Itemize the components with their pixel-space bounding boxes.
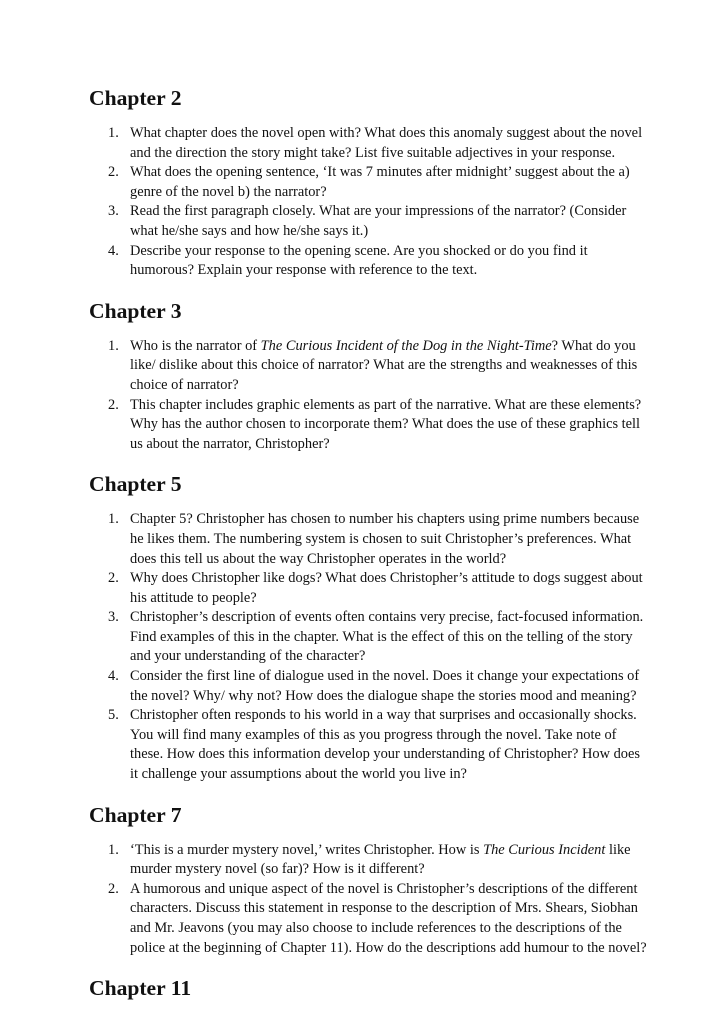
question-number: 2. [108, 396, 119, 413]
question-text: Describe your response to the opening scene. Are you shocked or do you find it humorous? Explain your response with reference to the text. [130, 242, 588, 279]
question-list [89, 124, 649, 281]
chapter-heading: Chapter 5 [89, 472, 182, 497]
question-text: Christopher often responds to his world in a way that surprises and occasionally shocks. You will find many examples of this as you progress through the novel. Take note of these. How does this information develop your understanding of Christopher? How does it challenge your assumptions about the world you live in? [130, 707, 640, 783]
question-number: 1. [108, 841, 119, 858]
question-text: Christopher’s description of events often contains very precise, fact-focused information. Find examples of this in the chapter. What is the effect of this on the telling of the story and your understanding of the character? [130, 609, 644, 665]
question-number: 2. [108, 570, 119, 587]
question-number: 1. [108, 511, 119, 528]
question-number: 4. [108, 668, 119, 685]
question-list [89, 510, 649, 784]
question-item [89, 202, 649, 241]
question-item [89, 396, 649, 455]
question-text-before: ‘This is a murder mystery novel,’ writes Christopher. How is [130, 841, 484, 858]
question-list [89, 337, 649, 455]
question-text: What chapter does the novel open with? What does this anomaly suggest about the novel and the direction the story might take? List five suitable adjectives in your response. [130, 125, 643, 161]
question-item [89, 510, 649, 569]
question-text: Why does Christopher like dogs? What does Christopher’s attitude to dogs suggest about his attitude to people? [130, 570, 643, 606]
question-number: 2. [108, 880, 119, 897]
question-item [89, 880, 649, 958]
question-text: Chapter 5? Christopher has chosen to number his chapters using prime numbers because he likes them. The numbering system is chosen to suit Christopher’s preferences. What does this tell us about the way Christopher operates in the world? [130, 511, 640, 567]
question-text-before: Who is the narrator of [130, 337, 261, 354]
document-page [89, 86, 649, 1001]
chapter-section [89, 976, 649, 1001]
question-text: Consider the first line of dialogue used in the novel. Does it change your expectations of the novel? Why/ why not? How does the dialogue shape the stories mood and meaning? [130, 668, 640, 704]
question-text-after: ? What do you like/ dislike about this choice of narrator? What are the strengths and weaknesses of this choice of narrator? [130, 337, 638, 393]
question-number: 1. [108, 125, 119, 141]
question-text: This chapter includes graphic elements as part of the narrative. What are these elements? Why has the author chosen to incorporate them? What does the use of these graphics tell us about the narrator, Christopher? [130, 396, 642, 452]
book-title: The Curious Incident [483, 841, 606, 858]
question-text: A humorous and unique aspect of the novel is Christopher’s descriptions of the different characters. Discuss this statement in response to the description of Mrs. Shears, Siobhan and Mr. Jeavons (you may also choose to include references to the descriptions of the police at the beginning of Chapter 11). How do the descriptions add humour to the novel? [130, 880, 647, 956]
question-number: 3. [108, 609, 119, 626]
question-item [89, 569, 649, 608]
question-text: Read the first paragraph closely. What are your impressions of the narrator? (Consider what he/she says and how he/she says it.) [130, 203, 627, 239]
question-text: What does the opening sentence, ‘It was 7 minutes after midnight’ suggest about the a) genre of the novel b) the narrator? [130, 164, 630, 200]
question-item [89, 163, 649, 202]
book-title: The Curious Incident of the Dog in the Night-Time [260, 337, 552, 354]
question-number: 2. [108, 164, 119, 181]
question-item [89, 242, 649, 281]
question-number: 3. [108, 203, 119, 220]
chapter-section [89, 802, 649, 959]
chapter-heading: Chapter 11 [89, 976, 192, 1001]
question-text [130, 841, 649, 880]
question-item [89, 706, 649, 784]
question-item [89, 608, 649, 667]
chapter-section [89, 86, 649, 281]
question-number: 5. [108, 707, 119, 724]
question-list [89, 841, 649, 959]
question-item [89, 337, 649, 396]
question-item [89, 124, 649, 163]
question-item [89, 841, 649, 880]
question-text [130, 337, 649, 396]
chapter-heading: Chapter 2 [89, 86, 182, 110]
question-number: 4. [108, 242, 119, 259]
chapter-heading: Chapter 3 [89, 298, 182, 323]
question-text-after: like murder mystery novel (so far)? How is it different? [130, 841, 631, 878]
chapter-section [89, 472, 649, 784]
question-item [89, 667, 649, 706]
question-number: 1. [108, 337, 119, 354]
chapter-section [89, 298, 649, 455]
chapter-heading: Chapter 7 [89, 802, 182, 827]
